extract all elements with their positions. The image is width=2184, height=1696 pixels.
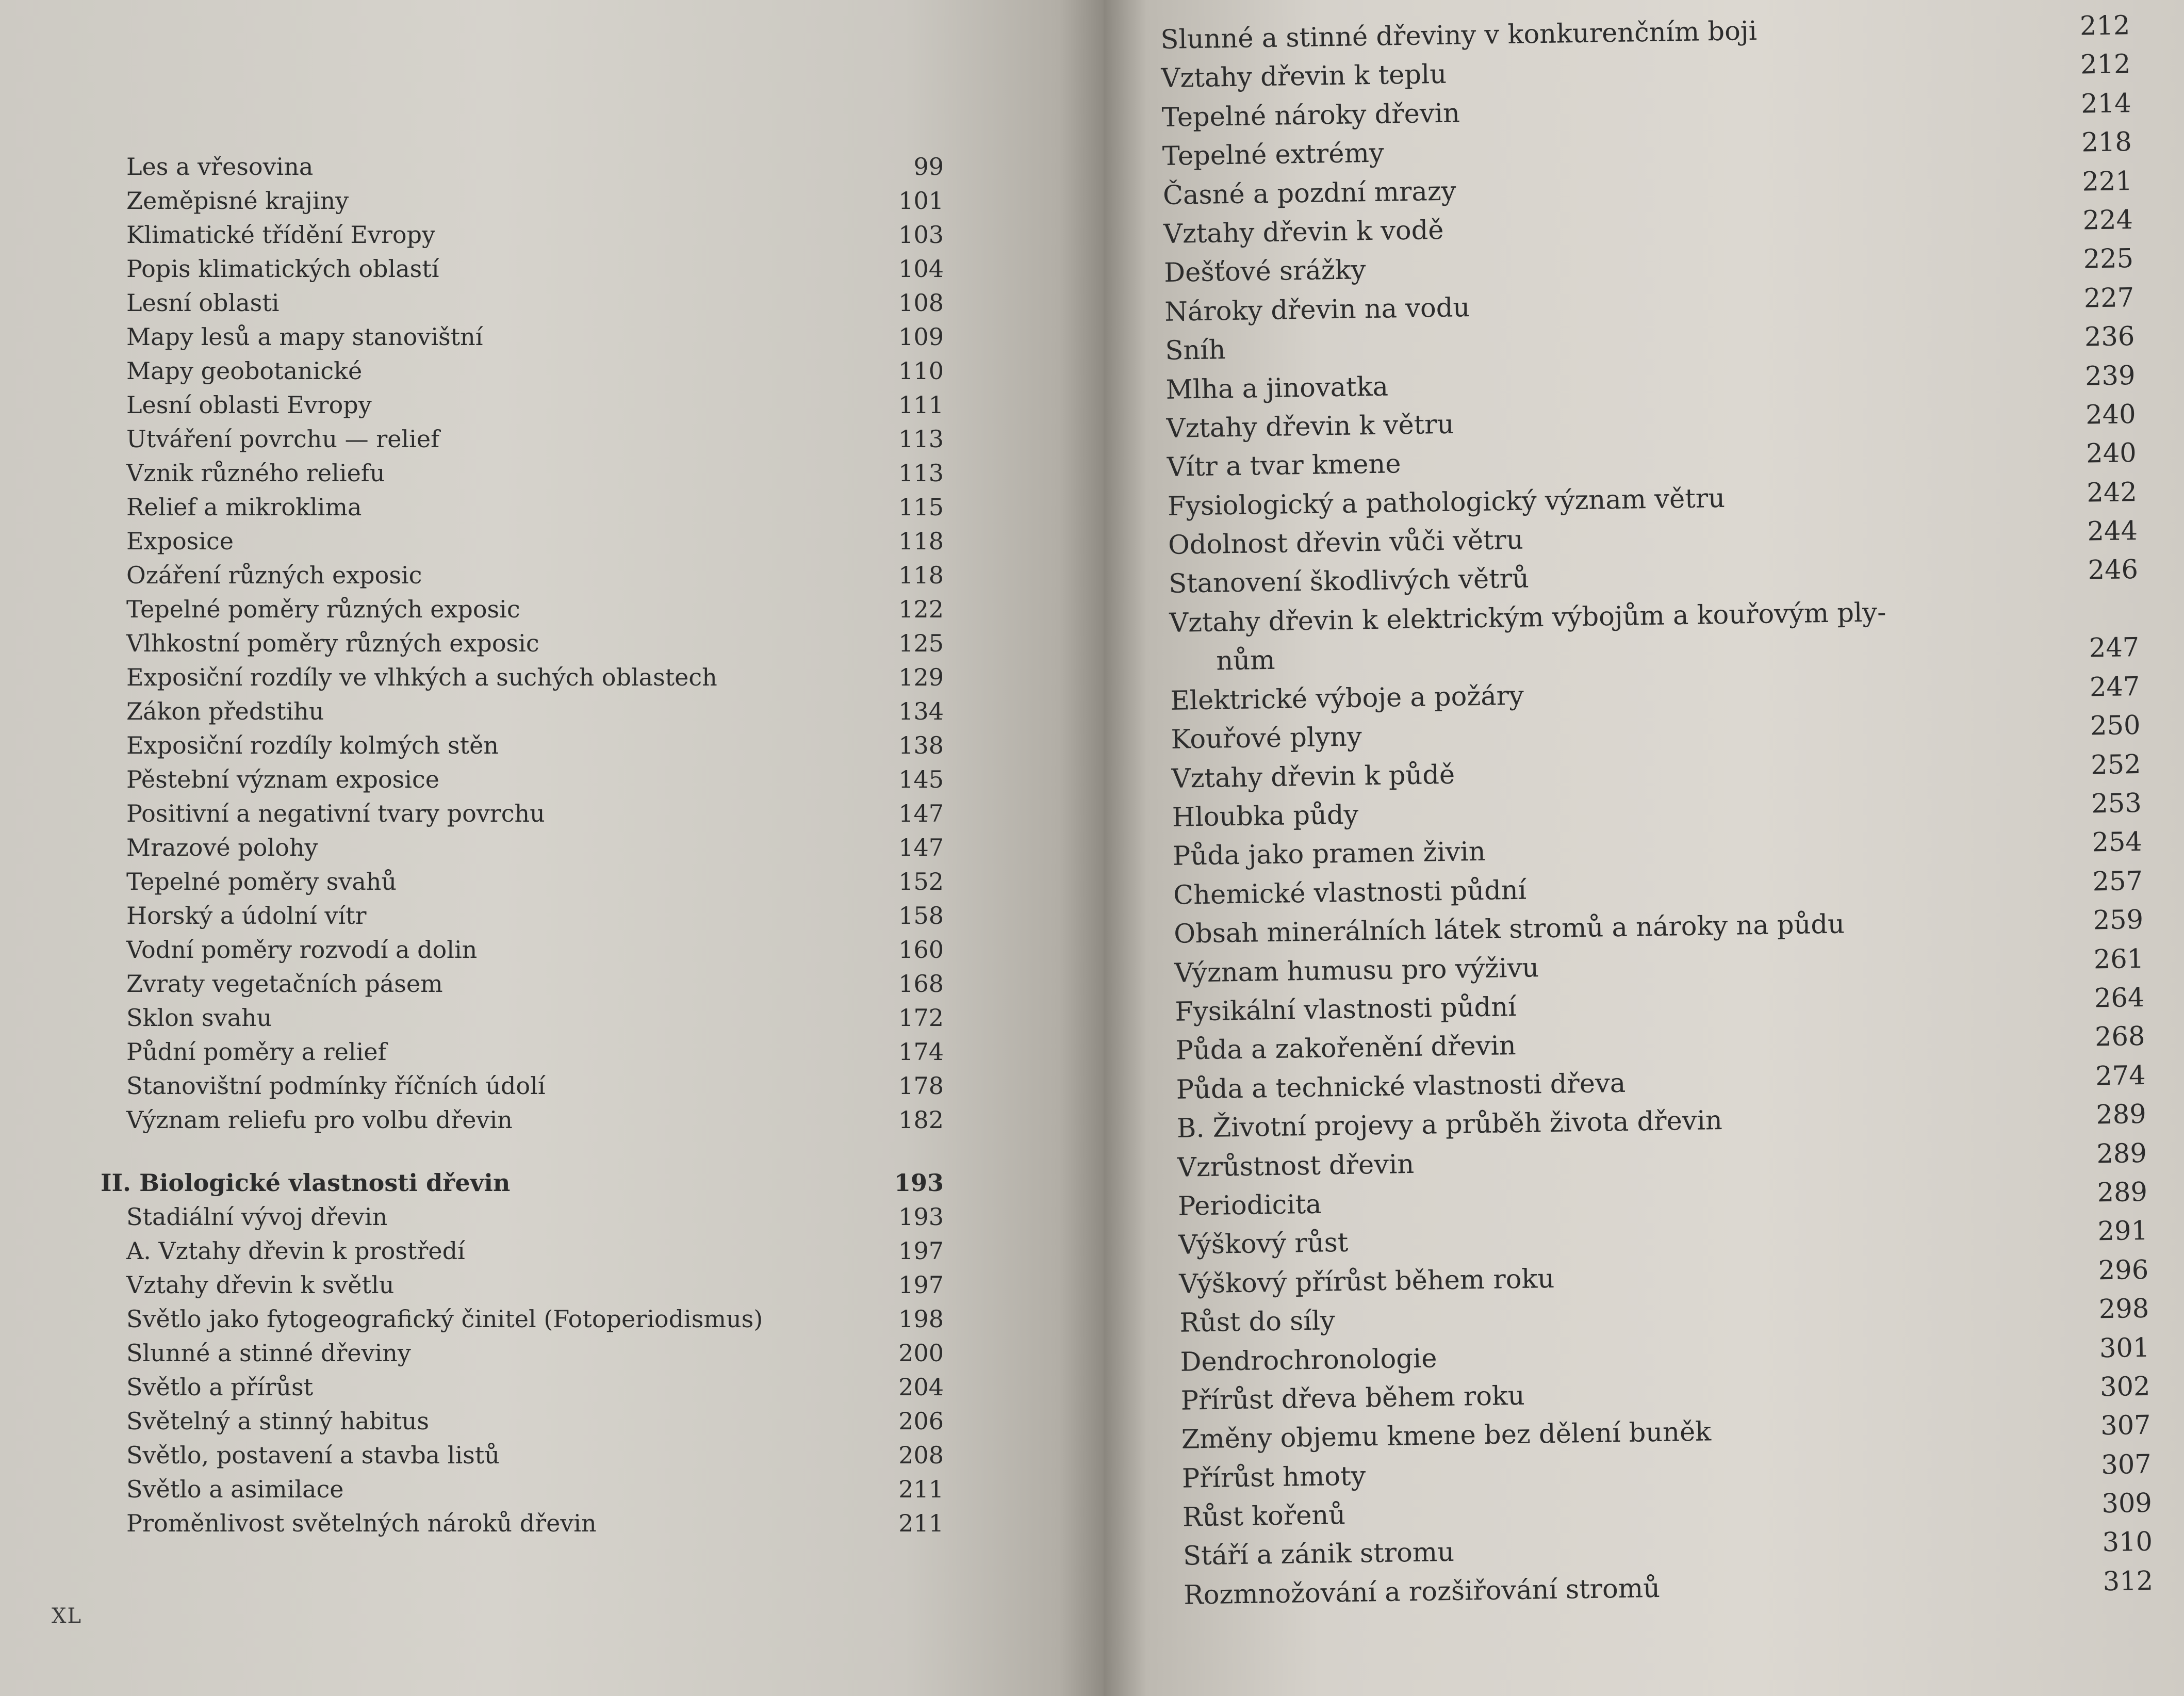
- toc-entry-title: Exposiční rozdíly ve vlhkých a suchých oblastech: [126, 663, 717, 691]
- toc-entry-page-number: 218: [2081, 127, 2132, 158]
- toc-entry-title: A. Vztahy dřevin k prostředí: [126, 1237, 465, 1265]
- toc-entry: [126, 252, 944, 286]
- toc-entry-title: Tepelné extrémy: [1162, 138, 1385, 172]
- toc-entry-title: Půda a zakořenění dřevin: [1175, 1031, 1517, 1067]
- toc-entry-page-number: 168: [898, 970, 944, 998]
- toc-entry-title: Stanovištní podmínky říčních údolí: [126, 1072, 546, 1100]
- toc-entry: [126, 1103, 944, 1137]
- toc-entry-page-number: 108: [898, 289, 944, 317]
- toc-entry: [126, 388, 944, 422]
- toc-entry-page-number: 206: [898, 1407, 944, 1435]
- toc-entry-title: Výškový růst: [1178, 1228, 1349, 1261]
- toc-entry-page-number: 147: [898, 834, 944, 861]
- right-page: [1104, 0, 2184, 1696]
- toc-section-heading: [101, 1166, 944, 1200]
- toc-entry-title: Utváření povrchu — relief: [126, 425, 440, 453]
- toc-entry-title: Ozáření různých exposic: [126, 561, 422, 589]
- toc-entry-page-number: 221: [2082, 166, 2133, 198]
- toc-entry-title: Lesní oblasti Evropy: [126, 391, 372, 419]
- toc-entry-title: Hloubka půdy: [1172, 800, 1359, 833]
- toc-entry-page-number: 239: [2084, 360, 2136, 392]
- toc-entry-title: Půda jako pramen živin: [1172, 837, 1486, 872]
- toc-entry-page-number: 193: [894, 1169, 944, 1197]
- toc-entry: [126, 218, 944, 252]
- toc-entry: [126, 762, 944, 796]
- toc-entry-page-number: 103: [898, 221, 944, 249]
- toc-entry-title: Pěstební význam exposice: [126, 765, 439, 793]
- toc-entry-title: Lesní oblasti: [126, 289, 280, 317]
- toc-entry-page-number: 224: [2082, 205, 2133, 236]
- toc-entry-page-number: 204: [898, 1373, 944, 1401]
- toc-entry-page-number: 101: [898, 187, 944, 215]
- toc-entry-page-number: 312: [2103, 1565, 2154, 1597]
- toc-entry-page-number: 122: [898, 595, 944, 623]
- toc-entry-title: Fysikální vlastnosti půdní: [1175, 991, 1517, 1028]
- toc-entry-title: Vlhkostní poměry různých exposic: [126, 629, 539, 657]
- toc-entry-page-number: 110: [898, 357, 944, 385]
- toc-entry-title: Výškový přírůst během roku: [1178, 1263, 1555, 1300]
- toc-entry: [1169, 590, 2140, 682]
- toc-entry-title: Tepelné poměry různých exposic: [126, 595, 520, 623]
- toc-entry-page-number: 252: [2090, 749, 2142, 781]
- toc-entry-title: Elektrické výboje a požáry: [1170, 680, 1524, 716]
- toc-entry-page-number: 160: [898, 936, 944, 964]
- toc-entry-title: Stanovení škodlivých větrů: [1168, 563, 1530, 600]
- toc-entry: [126, 286, 944, 320]
- toc-entry-title: Les a vřesovina: [126, 153, 314, 181]
- toc-entry: [126, 1200, 944, 1234]
- toc-entry-page-number: 182: [898, 1106, 944, 1134]
- toc-entry-page-number: 307: [2100, 1449, 2152, 1480]
- toc-entry-title: Popis klimatických oblastí: [126, 255, 439, 283]
- toc-entry-page-number: 178: [898, 1072, 944, 1100]
- toc-entry-page-number: 115: [898, 493, 944, 521]
- toc-entry: [126, 865, 944, 899]
- toc-entry-page-number: 212: [2079, 10, 2130, 42]
- toc-entry-page-number: 158: [898, 902, 944, 929]
- toc-entry-page-number: 125: [898, 629, 944, 657]
- toc-entry-title: Vztahy dřevin k větru: [1166, 409, 1454, 444]
- toc-entry-title: Exposice: [126, 527, 234, 555]
- toc-entry-page-number: 197: [898, 1271, 944, 1299]
- toc-entry: [126, 1370, 944, 1404]
- toc-entry-title: Sníh: [1165, 335, 1226, 367]
- toc-entry-page-number: 225: [2083, 243, 2134, 275]
- toc-entry-page-number: 250: [2090, 710, 2141, 742]
- toc-entry: [126, 1336, 944, 1370]
- toc-entry-page-number: 200: [898, 1339, 944, 1367]
- toc-entry: [126, 796, 944, 830]
- toc-entry: [126, 490, 944, 524]
- toc-entry-title: Tepelné nároky dřevin: [1161, 98, 1460, 133]
- toc-entry-title: Přírůst hmoty: [1181, 1461, 1366, 1494]
- toc-entry-title: Zeměpisné krajiny: [126, 187, 349, 215]
- toc-entry-title: Tepelné poměry svahů: [126, 868, 397, 895]
- toc-entry: [126, 899, 944, 933]
- toc-entry-title: Proměnlivost světelných nároků dřevin: [126, 1509, 597, 1537]
- toc-entry-page-number: 274: [2095, 1060, 2146, 1092]
- toc-entry-title: Slunné a stinné dřeviny v konkurenčním boji: [1160, 15, 1758, 55]
- toc-entry-title: Vztahy dřevin k půdě: [1171, 759, 1455, 794]
- toc-entry: [126, 1506, 944, 1540]
- toc-entry-page-number: 310: [2102, 1527, 2153, 1558]
- toc-entry-page-number: 227: [2083, 282, 2134, 314]
- toc-entry-page-number: 240: [2086, 438, 2137, 469]
- toc-entry-title: [1169, 591, 2026, 681]
- toc-entry: [126, 830, 944, 865]
- toc-entry: [126, 524, 944, 558]
- toc-entry-page-number: 152: [898, 868, 944, 895]
- toc-entry-title: Stáří a zánik stromu: [1183, 1537, 1455, 1572]
- toc-entry-title: Světlo jako fytogeografický činitel (Fotoperiodismus): [126, 1305, 763, 1333]
- toc-entry-page-number: 113: [898, 425, 944, 453]
- toc-entry-title: Positivní a negativní tvary povrchu: [126, 800, 545, 827]
- toc-entry: [126, 694, 944, 728]
- toc-entry-page-number: 214: [2080, 88, 2132, 120]
- toc-entry-page-number: 129: [898, 663, 944, 691]
- toc-entry-page-number: 236: [2084, 321, 2135, 353]
- toc-entry-title: Vzrůstnost dřevin: [1177, 1149, 1415, 1183]
- toc-entry-title: Dendrochronologie: [1180, 1343, 1437, 1378]
- toc-entry-title: Zvraty vegetačních pásem: [126, 970, 443, 998]
- toc-entry-title: Dešťové srážky: [1163, 255, 1366, 289]
- toc-entry: [126, 1438, 944, 1472]
- toc-entry-title: Sklon svahu: [126, 1004, 272, 1032]
- toc-entry-page-number: 240: [2085, 399, 2136, 431]
- toc-entry-title: Vztahy dřevin k teplu: [1161, 59, 1447, 94]
- toc-entry-page-number: 111: [898, 391, 944, 419]
- toc-entry: [126, 1268, 944, 1302]
- toc-entry-title: Vodní poměry rozvodí a dolin: [126, 936, 478, 964]
- toc-entry-title: Růst do síly: [1179, 1306, 1336, 1339]
- toc-entry-title: Vztahy dřevin k světlu: [126, 1271, 395, 1299]
- toc-entry-page-number: 264: [2094, 982, 2145, 1014]
- toc-entry-page-number: 309: [2101, 1488, 2153, 1520]
- toc-entry-page-number: 118: [898, 527, 944, 555]
- toc-entry: [126, 1302, 944, 1336]
- toc-entry: [126, 1472, 944, 1506]
- toc-entry: [126, 184, 944, 218]
- toc-entry-page-number: 289: [2097, 1177, 2148, 1209]
- toc-entry-title: Mapy geobotanické: [126, 357, 363, 385]
- toc-entry-page-number: 172: [898, 1004, 944, 1032]
- toc-entry: [126, 660, 944, 694]
- toc-entry-page-number: 244: [2087, 516, 2138, 547]
- toc-entry-page-number: 298: [2098, 1293, 2149, 1325]
- left-toc-list: [101, 150, 944, 1540]
- toc-entry-page-number: 211: [898, 1475, 944, 1503]
- toc-entry-title: Fysiologický a pathologický význam větru: [1167, 483, 1726, 522]
- toc-entry-title: Zákon předstihu: [126, 697, 324, 725]
- toc-entry-page-number: 296: [2098, 1254, 2149, 1286]
- toc-entry-title: Relief a mikroklima: [126, 493, 362, 521]
- toc-entry: [126, 150, 944, 184]
- toc-entry-page-number: 247: [2089, 671, 2140, 703]
- toc-entry-page-number: 211: [898, 1509, 944, 1537]
- toc-entry-title: Mapy lesů a mapy stanovištní: [126, 323, 483, 351]
- toc-entry-page-number: 134: [898, 697, 944, 725]
- page-folio: XL: [52, 1604, 83, 1628]
- toc-entry-title: Světlo, postavení a stavba listů: [126, 1441, 500, 1469]
- toc-entry-title: Rozmnožování a rozšiřování stromů: [1183, 1573, 1661, 1611]
- toc-entry-page-number: 247: [2089, 632, 2140, 664]
- toc-entry-title: Půdní poměry a relief: [126, 1038, 387, 1066]
- toc-entry: [126, 592, 944, 626]
- toc-entry-page-number: 259: [2093, 905, 2144, 936]
- toc-entry-title: Růst kořenů: [1182, 1500, 1346, 1533]
- toc-entry-page-number: 104: [898, 255, 944, 283]
- toc-entry: [126, 626, 944, 660]
- toc-entry: [126, 354, 944, 388]
- toc-entry-title: Obsah minerálních látek stromů a nároky na půdu: [1173, 909, 1845, 950]
- toc-entry-page-number: 118: [898, 561, 944, 589]
- toc-entry-page-number: 198: [898, 1305, 944, 1333]
- toc-entry-page-number: 254: [2092, 827, 2143, 858]
- toc-entry-title: Časné a pozdní mrazy: [1162, 176, 1456, 211]
- toc-entry: [126, 1001, 944, 1035]
- toc-entry-page-number: 291: [2097, 1216, 2148, 1247]
- toc-entry-title: Nároky dřevin na vodu: [1164, 292, 1470, 328]
- toc-entry-title: Světlo a asimilace: [126, 1475, 344, 1503]
- toc-entry-title: Exposiční rozdíly kolmých stěn: [126, 731, 499, 759]
- toc-entry-title: Chemické vlastnosti půdní: [1173, 875, 1527, 911]
- toc-entry-title: Význam reliefu pro volbu dřevin: [126, 1106, 513, 1134]
- toc-entry-page-number: 261: [2093, 943, 2144, 975]
- toc-entry-page-number: 268: [2094, 1021, 2145, 1053]
- toc-entry: [126, 728, 944, 762]
- toc-entry: [126, 1035, 944, 1069]
- toc-entry-title-continuation: nům: [1216, 645, 1275, 677]
- toc-entry-page-number: 138: [898, 731, 944, 759]
- toc-entry: [126, 320, 944, 354]
- toc-entry-title: Změny objemu kmene bez dělení buněk: [1181, 1416, 1712, 1455]
- toc-entry-title: Slunné a stinné dřeviny: [126, 1339, 411, 1367]
- toc-entry-title: Horský a údolní vítr: [126, 902, 367, 929]
- toc-entry-title: Vznik různého reliefu: [126, 459, 385, 487]
- toc-entry-page-number: 99: [913, 153, 944, 181]
- toc-entry-page-number: 147: [898, 800, 944, 827]
- toc-entry-title: Význam humusu pro výživu: [1174, 952, 1539, 989]
- toc-entry: [126, 1069, 944, 1103]
- toc-entry-page-number: 301: [2099, 1332, 2150, 1364]
- toc-entry: [126, 456, 944, 490]
- toc-entry: [126, 422, 944, 456]
- toc-entry-title-line: Vztahy dřevin k elektrickým výbojům a kouřovým ply-: [1169, 597, 1886, 639]
- toc-entry-title: Stadiální vývoj dřevin: [126, 1203, 388, 1231]
- toc-entry: [126, 558, 944, 592]
- toc-entry-page-number: 253: [2091, 788, 2142, 820]
- toc-entry-title: II. Biologické vlastnosti dřevin: [101, 1169, 511, 1197]
- toc-entry: [126, 1234, 944, 1268]
- toc-entry-title: B. Životní projevy a průběh života dřevin: [1176, 1105, 1723, 1144]
- toc-entry-page-number: 208: [898, 1441, 944, 1469]
- toc-entry-title: Přírůst dřeva během roku: [1180, 1380, 1525, 1416]
- toc-entry-page-number: 212: [2080, 49, 2131, 80]
- right-toc-list: [1160, 6, 2154, 1615]
- toc-entry-page-number: 302: [2099, 1371, 2150, 1403]
- toc-entry-page-number: 289: [2096, 1138, 2147, 1169]
- toc-entry-page-number: 197: [898, 1237, 944, 1265]
- toc-entry-page-number: 246: [2088, 555, 2139, 586]
- toc-entry-title: Vztahy dřevin k vodě: [1163, 215, 1444, 250]
- toc-entry-title: Odolnost dřevin vůči větru: [1168, 525, 1524, 561]
- toc-entry-title: Kouřové plyny: [1171, 722, 1362, 756]
- toc-entry-page-number: 242: [2086, 477, 2138, 509]
- toc-entry: [126, 1404, 944, 1438]
- toc-entry-title: Mlha a jinovatka: [1165, 371, 1389, 405]
- toc-entry-page-number: 113: [898, 459, 944, 487]
- toc-entry-title: Vítr a tvar kmene: [1167, 449, 1401, 483]
- toc-entry-page-number: 174: [898, 1038, 944, 1066]
- toc-entry-page-number: 257: [2092, 866, 2143, 898]
- toc-entry-title: Půda a technické vlastnosti dřeva: [1176, 1068, 1626, 1105]
- toc-entry: [126, 933, 944, 967]
- toc-entry-page-number: 193: [898, 1203, 944, 1231]
- toc-entry-page-number: 109: [898, 323, 944, 351]
- toc-entry-page-number: 289: [2095, 1099, 2147, 1131]
- toc-entry-page-number: 307: [2100, 1410, 2152, 1442]
- toc-entry-title: Klimatické třídění Evropy: [126, 221, 436, 249]
- toc-entry-title: Světelný a stinný habitus: [126, 1407, 430, 1435]
- toc-entry-page-number: 145: [898, 765, 944, 793]
- toc-entry-title: Mrazové polohy: [126, 834, 318, 861]
- toc-entry: [126, 967, 944, 1001]
- toc-entry-title: Světlo a přírůst: [126, 1373, 314, 1401]
- toc-entry-title: Periodicita: [1177, 1189, 1322, 1222]
